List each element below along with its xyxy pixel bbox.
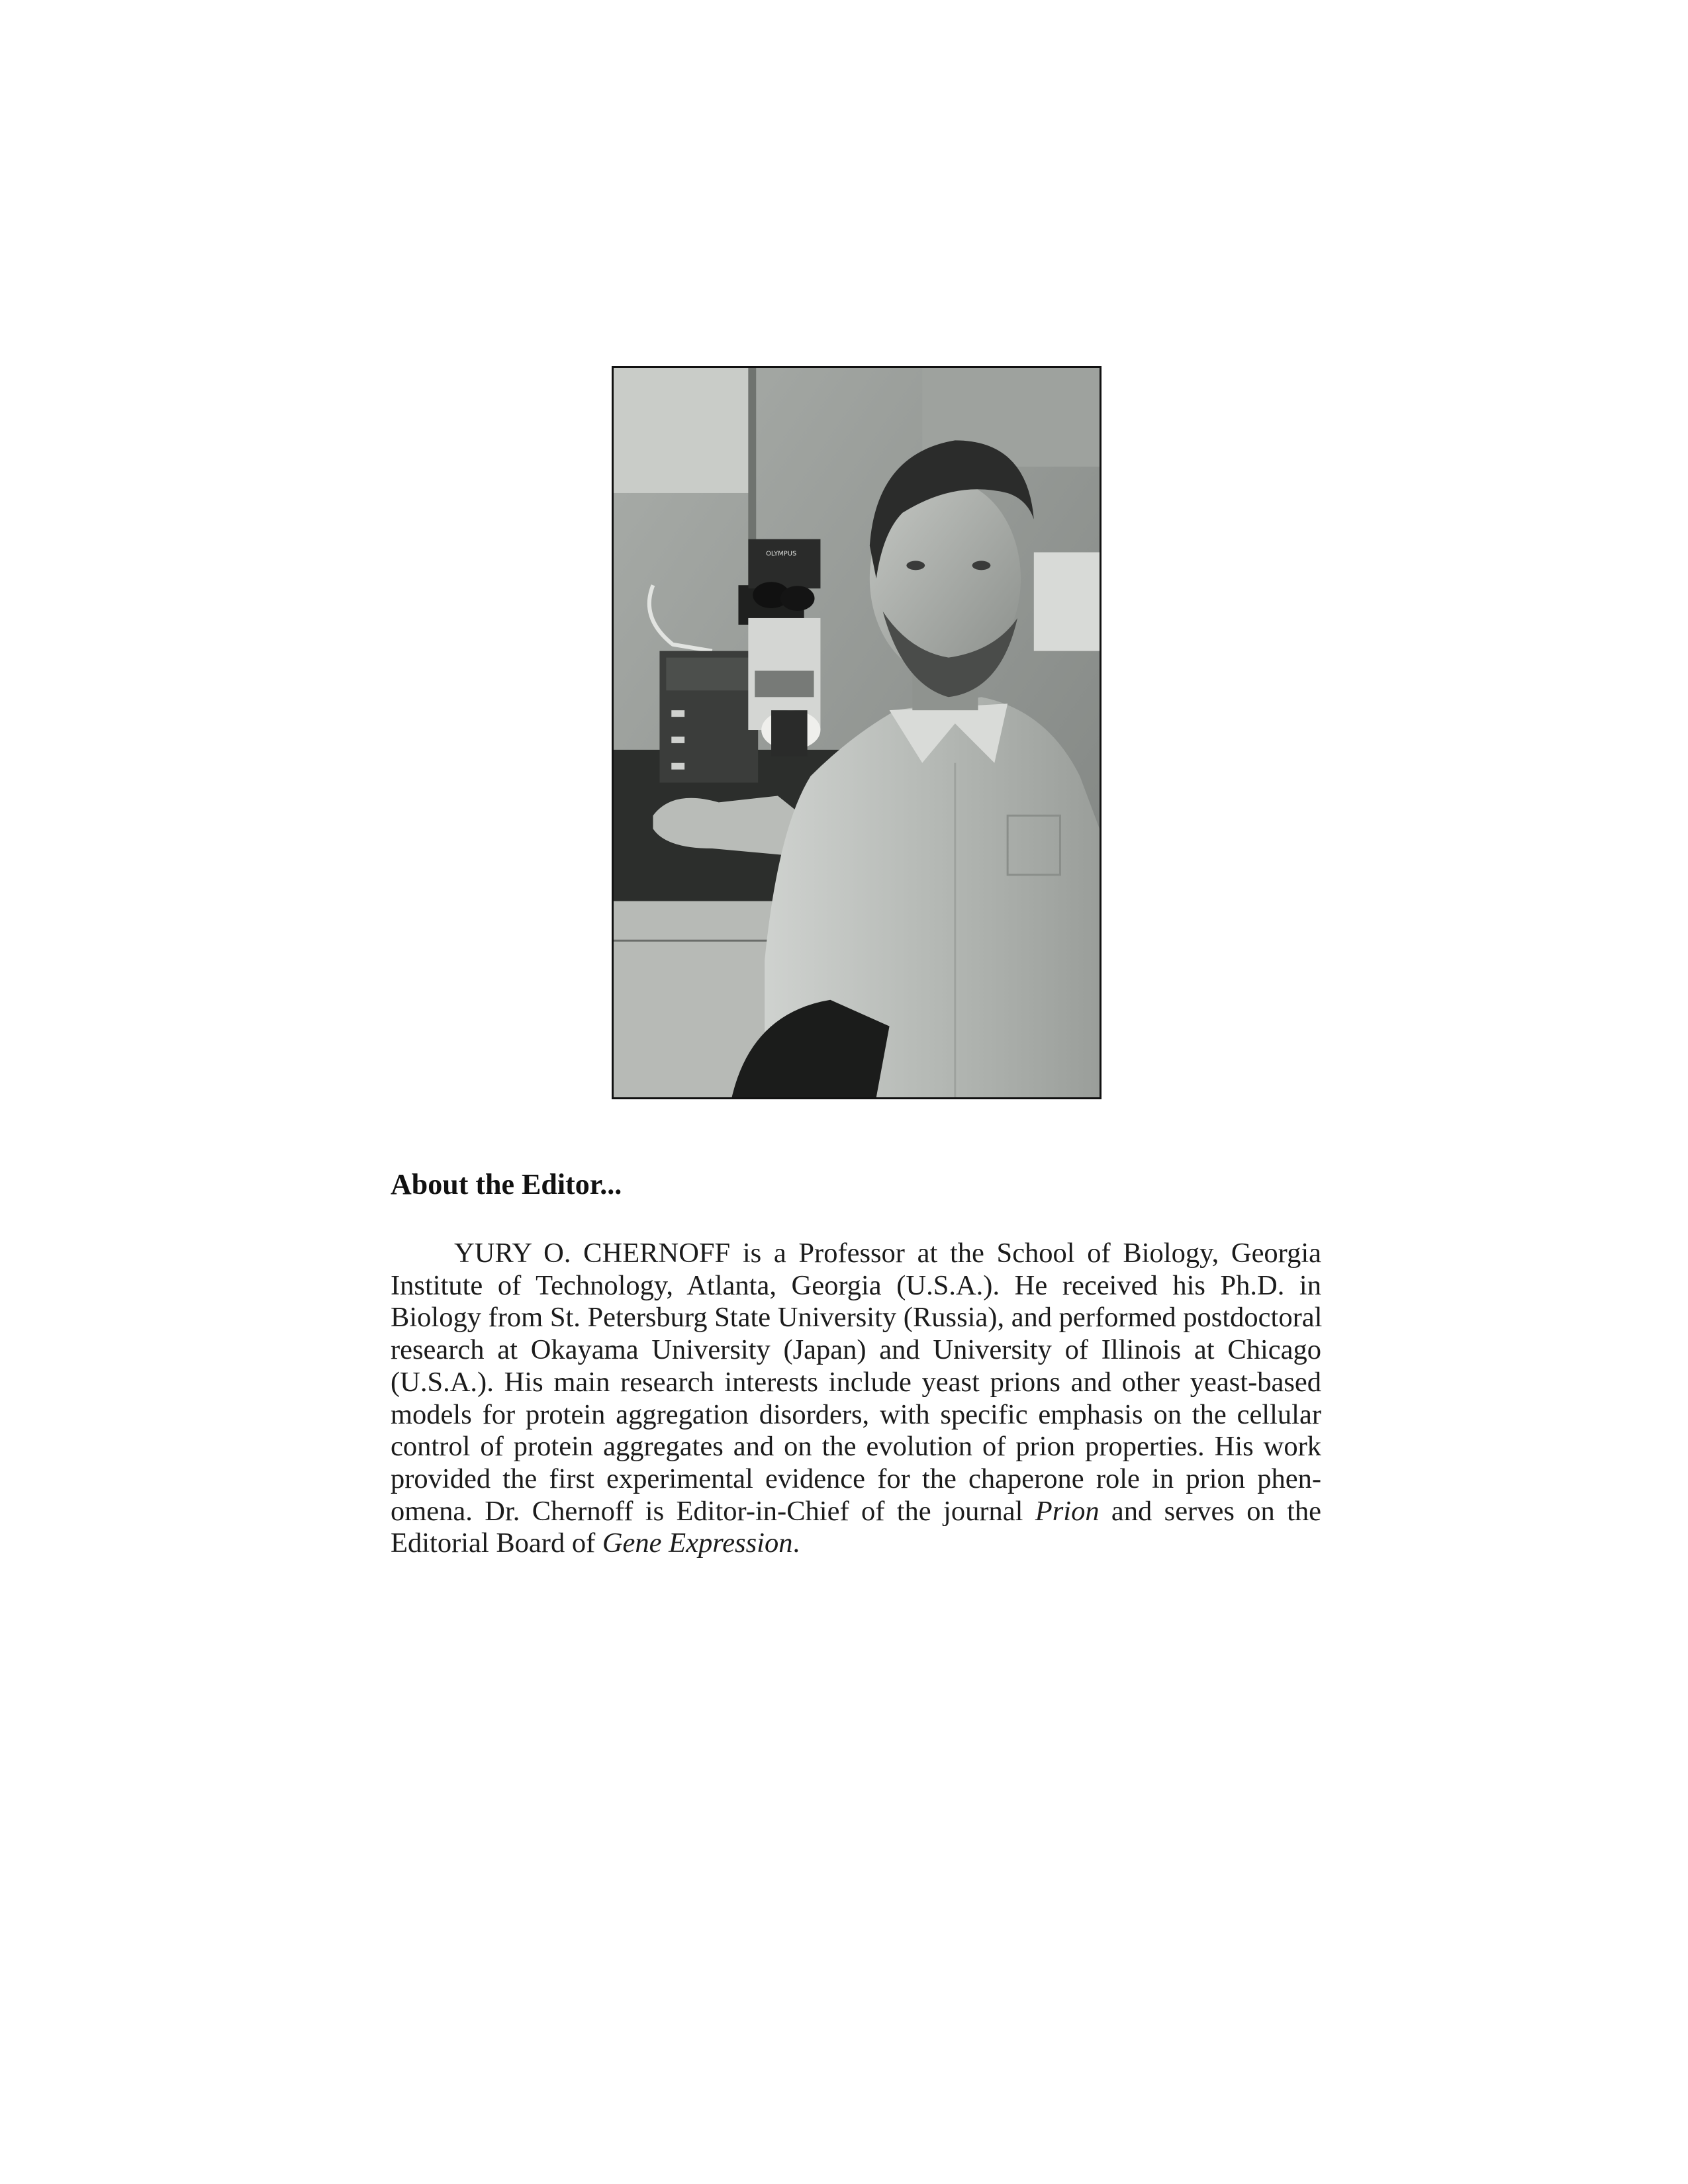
editor-bio	[391, 1238, 1321, 1560]
editor-photo	[612, 366, 1102, 1099]
bio-line: YURY O. CHERNOFF is a Professor at the School of Biology, Georgia	[454, 1238, 1321, 1269]
bio-line: provided the first experimental evidence for the chaperone role in prion phen-	[391, 1463, 1321, 1494]
bio-line: Biology from St. Petersburg State University (Russia), and performed postdoctoral	[391, 1302, 1323, 1334]
bio-text: and serves on the	[1099, 1495, 1321, 1527]
bio-line-10	[391, 1527, 1321, 1560]
portrait-photo-illustration	[614, 368, 1100, 1097]
bio-line: Institute of Technology, Atlanta, Georgia (U.S.A.). He received his Ph.D. in	[391, 1269, 1321, 1301]
bio-text: omena. Dr. Chernoff is Editor-in-Chief of the journal	[391, 1495, 1035, 1527]
bio-text: .	[792, 1527, 800, 1559]
bio-line-9	[391, 1496, 1321, 1528]
bio-line: (U.S.A.). His main research interests include yeast prions and other yeast-based	[391, 1366, 1321, 1398]
journal-title-prion: Prion	[1035, 1495, 1100, 1527]
bio-line: control of protein aggregates and on the evolution of prion properties. His work	[391, 1431, 1321, 1463]
journal-title-gene-expression: Gene Expression	[602, 1527, 793, 1559]
bio-text: Editorial Board of	[391, 1527, 602, 1559]
bio-line: research at Okayama University (Japan) and University of Illinois at Chicago	[391, 1334, 1321, 1366]
section-heading: About the Editor...	[391, 1168, 622, 1201]
bio-line: models for protein aggregation disorders, with specific emphasis on the cellular	[391, 1398, 1321, 1430]
microscope-brand-label: OLYMPUS	[766, 550, 797, 558]
